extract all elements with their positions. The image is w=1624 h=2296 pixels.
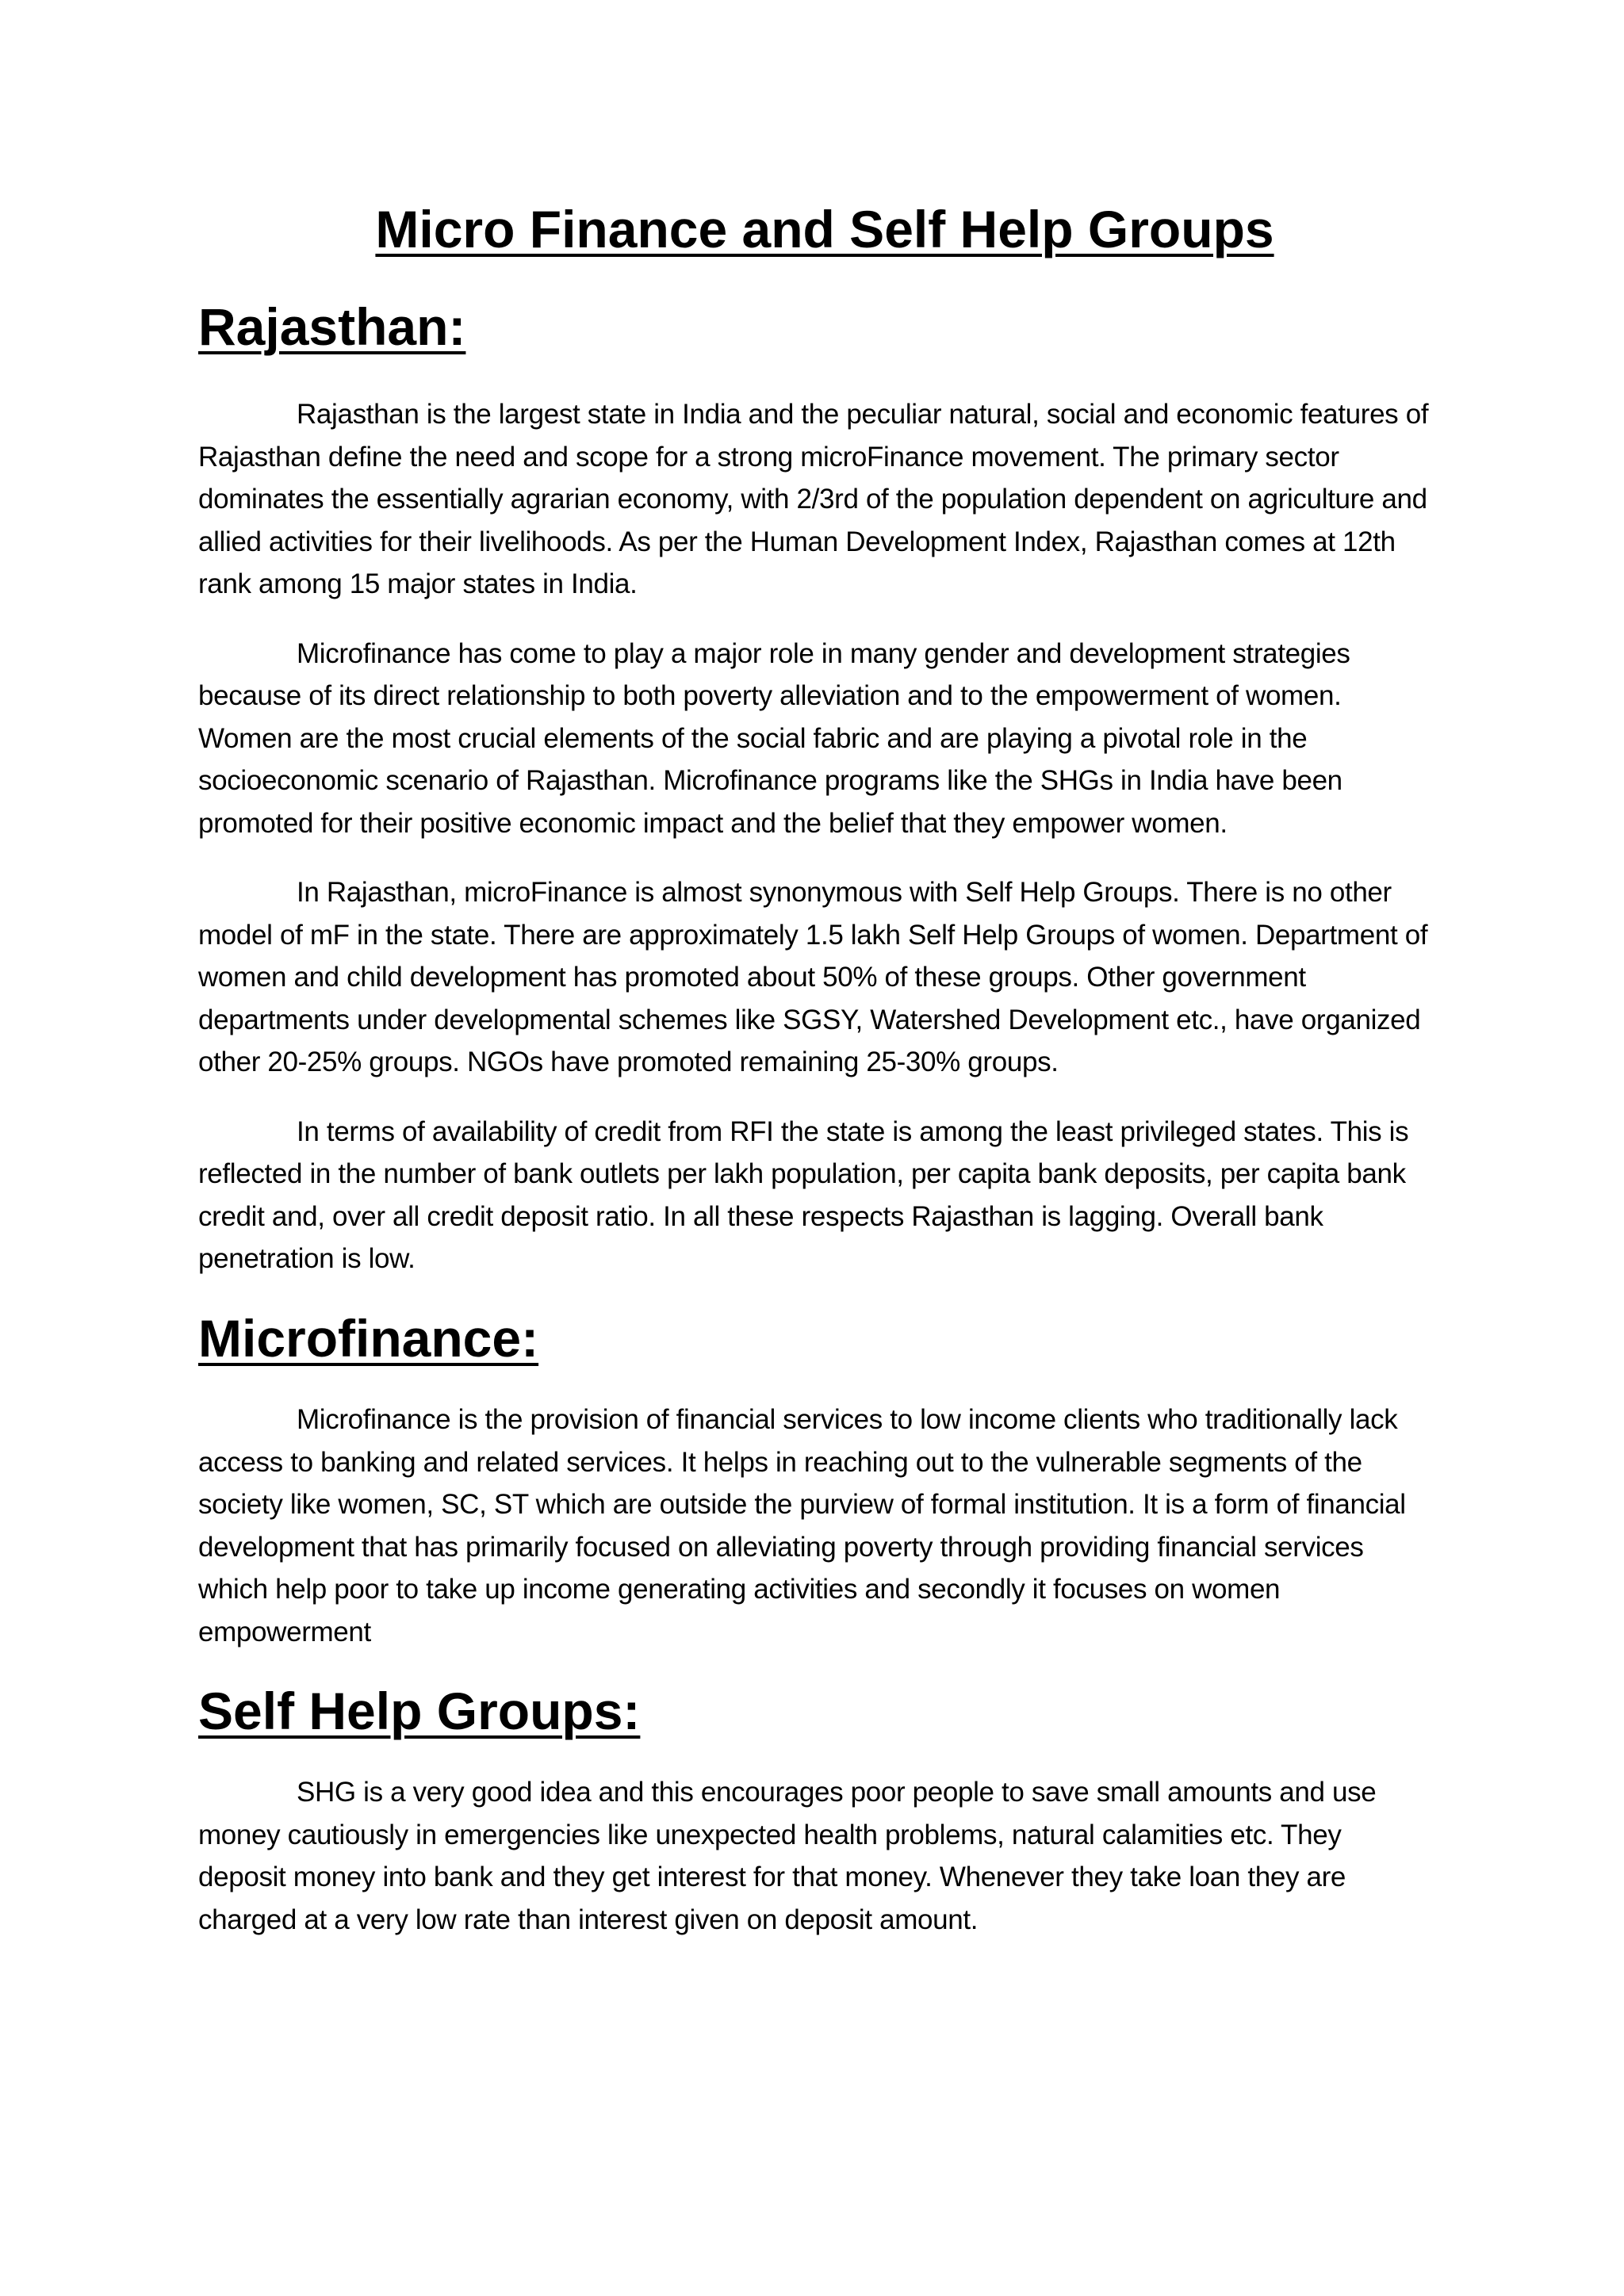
paragraph: Microfinance has come to play a major role in many gender and development strategies because of its direct relationship to both poverty alleviation and to the empowerment of women. Women are the most crucial elements of the social fabric and are playing a pivotal role in the socioeconomic scenario of Rajasthan. Microfinance programs like the SHGs in India have been promoted for their positive economic impact and the belief that they empower women. <box>198 637 1350 839</box>
paragraph: Rajasthan is the largest state in India and the peculiar natural, social and economic features of Rajasthan define the need and scope for a strong microFinance movement. The primary sector dominates the essentially agrarian economy, with 2/3rd of the population dependent on agriculture and allied activities for their livelihoods. As per the Human Development Index, Rajasthan comes at 12th rank among 15 major states in India. <box>198 399 1429 600</box>
section-heading-rajasthan: Rajasthan: <box>198 297 466 357</box>
section-body-self-help-groups <box>198 1771 1435 1941</box>
paragraph: In Rajasthan, microFinance is almost synonymous with Self Help Groups. There is no other model of mF in the state. There are approximately 1.5 lakh Self Help Groups of women. Department of women and child development has promoted about 50% of these groups. Other government departments under developmental schemes like SGSY, Watershed Development etc., have organized other 20-25% groups. NGOs have promoted remaining 25-30% groups. <box>198 877 1428 1078</box>
document-content <box>198 198 1435 1941</box>
section-body-microfinance <box>198 1399 1435 1653</box>
section-body-rajasthan <box>198 393 1435 1280</box>
document-title: Micro Finance and Self Help Groups <box>375 200 1274 258</box>
paragraph: Microfinance is the provision of financial services to low income clients who traditionally lack access to banking and related services. It helps in reaching out to the vulnerable segments of the society like women, SC, ST which are outside the purview of formal institution. It is a form of financial development that has primarily focused on alleviating poverty through providing financial services which help poor to take up income generating activities and secondly it focuses on women empowerment <box>198 1404 1406 1647</box>
section-heading-self-help-groups: Self Help Groups: <box>198 1682 641 1741</box>
paragraph: SHG is a very good idea and this encourages poor people to save small amounts and use money cautiously in emergencies like unexpected health problems, natural calamities etc. They deposit money into bank and they get interest for that money. Whenever they take loan they are charged at a very low rate than interest given on deposit amount. <box>198 1777 1377 1935</box>
section-heading-microfinance: Microfinance: <box>198 1308 539 1368</box>
paragraph: In terms of availability of credit from RFI the state is among the least privileged states. This is reflected in the number of bank outlets per lakh population, per capita bank deposits, per capita bank credit and, over all credit deposit ratio. In all these respects Rajasthan is lagging. Overall bank penetration is low. <box>198 1115 1409 1275</box>
